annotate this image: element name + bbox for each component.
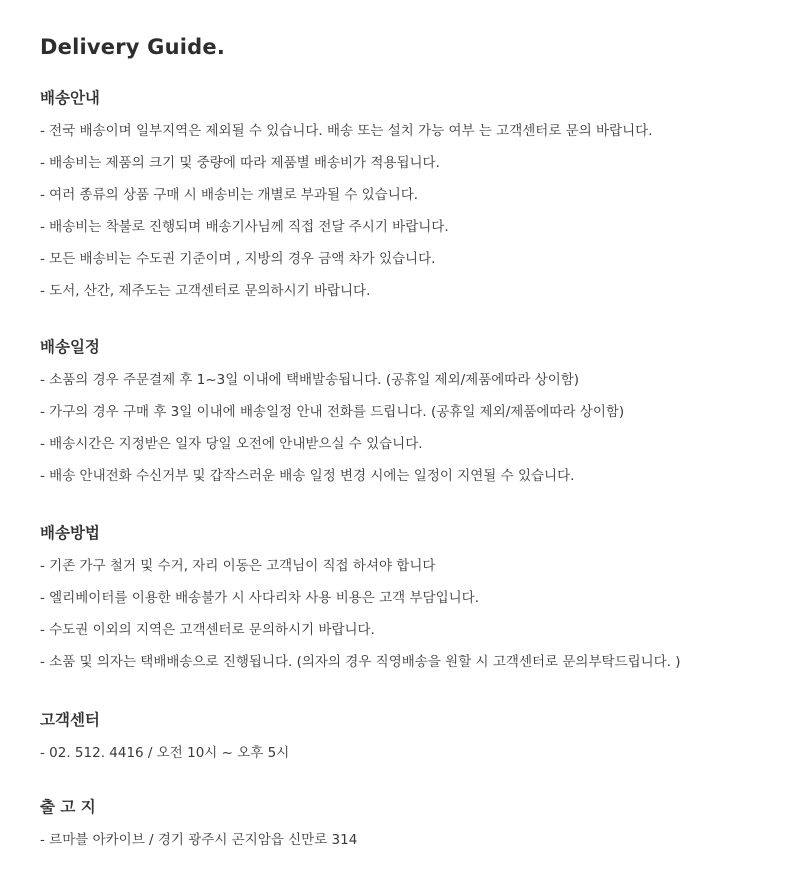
customer-center-phone-hours: - 02. 512. 4416 / 오전 10시 ~ 오후 5시 (40, 745, 290, 761)
delivery-info-line: - 배송비는 착불로 진행되며 배송기사님께 직접 전달 주시기 바랍니다. (40, 219, 449, 235)
delivery-info-line: - 모든 배송비는 수도권 기준이며 , 지방의 경우 금액 차가 있습니다. (40, 251, 436, 267)
customer-center-heading: 고객센터 (40, 711, 100, 729)
delivery-method-heading: 배송방법 (40, 524, 100, 542)
delivery-info-heading: 배송안내 (40, 89, 100, 107)
delivery-method-list (40, 550, 681, 678)
warehouse-list (40, 824, 357, 856)
delivery-method-section (40, 522, 681, 678)
delivery-info-line: - 배송비는 제품의 크기 및 중량에 따라 제품별 배송비가 적용됩니다. (40, 155, 440, 171)
page-title: Delivery Guide. (40, 35, 225, 59)
delivery-schedule-line: - 소품의 경우 주문결제 후 1~3일 이내에 택배발송됩니다. (공휴일 제외/제품에따라 상이함) (40, 372, 580, 388)
delivery-method-line: - 수도권 이외의 지역은 고객센터로 문의하시기 바랍니다. (40, 622, 375, 638)
customer-center-section (40, 709, 289, 769)
delivery-schedule-section (40, 336, 624, 492)
delivery-info-section (40, 87, 653, 307)
delivery-method-line: - 소품 및 의자는 택배배송으로 진행됩니다. (의자의 경우 직영배송을 원할 시 고객센터로 문의부탁드립니다. ) (40, 654, 681, 670)
delivery-schedule-heading: 배송일정 (40, 338, 100, 356)
delivery-schedule-line: - 배송 안내전화 수신거부 및 갑작스러운 배송 일정 변경 시에는 일정이 지연될 수 있습니다. (40, 468, 575, 484)
warehouse-address: - 르마블 아카이브 / 경기 광주시 곤지암읍 신만로 314 (40, 832, 358, 848)
delivery-schedule-line: - 배송시간은 지정받은 일자 당일 오전에 안내받으실 수 있습니다. (40, 436, 423, 452)
delivery-info-list (40, 115, 653, 307)
delivery-schedule-list (40, 364, 624, 492)
delivery-info-line: - 여러 종류의 상품 구매 시 배송비는 개별로 부과될 수 있습니다. (40, 187, 419, 203)
warehouse-heading: 출 고 지 (40, 798, 96, 816)
delivery-info-line: - 전국 배송이며 일부지역은 제외될 수 있습니다. 배송 또는 설치 가능 여부 는 고객센터로 문의 바랍니다. (40, 123, 653, 139)
warehouse-section (40, 796, 357, 856)
delivery-method-line: - 기존 가구 철거 및 수거, 자리 이동은 고객님이 직접 하셔야 합니다 (40, 558, 436, 574)
delivery-info-line: - 도서, 산간, 제주도는 고객센터로 문의하시기 바랍니다. (40, 283, 371, 299)
delivery-method-line: - 엘리베이터를 이용한 배송불가 시 사다리차 사용 비용은 고객 부담입니다. (40, 590, 480, 606)
customer-center-list (40, 737, 289, 769)
delivery-schedule-line: - 가구의 경우 구매 후 3일 이내에 배송일정 안내 전화를 드립니다. (공휴일 제외/제품에따라 상이함) (40, 404, 625, 420)
